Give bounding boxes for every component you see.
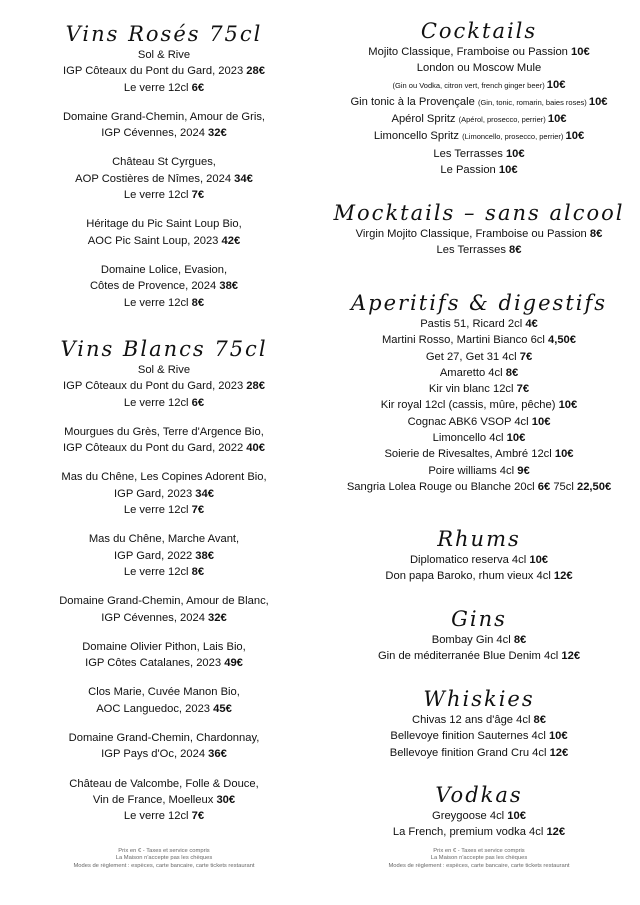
menu-line <box>0 502 328 518</box>
item-text: Limoncello 4cl <box>432 432 507 445</box>
menu-line <box>318 365 640 381</box>
wine-entry <box>0 154 328 203</box>
item-price: 10€ <box>588 95 608 108</box>
item-price: 12€ <box>561 650 581 663</box>
aperitifs-title: Aperitifs & digestifs <box>350 291 608 315</box>
menu-line <box>0 63 328 79</box>
item-text: Mas du Chêne, Les Copines Adorent Bio, <box>61 471 267 484</box>
item-text: Les Terrasses <box>436 244 510 257</box>
wine-entry <box>0 730 328 763</box>
item-text: London ou Moscow Mule <box>416 62 542 75</box>
item-price: 49€ <box>224 657 243 670</box>
roses-list <box>0 47 328 311</box>
vodkas-list <box>318 808 640 841</box>
item-price: 10€ <box>558 399 578 412</box>
item-price: 8€ <box>191 296 205 309</box>
item-text: IGP Côteaux du Pont du Gard, 2023 <box>63 380 247 393</box>
item-text: Côtes de Provence, 2024 <box>89 280 220 293</box>
item-price: 30€ <box>216 793 236 806</box>
footer-line: La Maison n'accepte pas les chèques <box>430 855 528 862</box>
menu-line <box>0 295 328 311</box>
menu-line <box>0 80 328 96</box>
whiskies-section <box>318 686 640 761</box>
item-price: 22,50€ <box>576 480 612 493</box>
menu-line <box>318 824 640 840</box>
item-text: Domaine Grand-Chemin, Amour de Gris, <box>62 110 266 123</box>
item-text: Limoncello Spritz <box>373 130 463 143</box>
menu-line <box>0 216 328 232</box>
item-price: 12€ <box>546 826 566 839</box>
item-price: 12€ <box>549 746 569 759</box>
item-price: 10€ <box>565 130 585 143</box>
footer-line: Modes de règlement : espèces, carte bancaire, carte tickets restaurant <box>73 862 255 869</box>
item-text: AOP Costières de Nîmes, 2024 <box>75 172 235 185</box>
item-text: La French, premium vodka 4cl <box>392 826 547 839</box>
menu-line <box>0 47 328 63</box>
item-text: Domaine Grand-Chemin, Chardonnay, <box>68 732 260 745</box>
item-text: Sol & Rive <box>137 364 191 376</box>
item-price: 36€ <box>208 748 227 761</box>
aperitifs-section <box>318 290 640 495</box>
rhums-section <box>318 526 640 585</box>
menu-line <box>0 792 328 808</box>
item-text: Don papa Baroko, rhum vieux 4cl <box>385 570 554 583</box>
menu-line <box>318 128 640 145</box>
menu-line <box>0 486 328 502</box>
item-text: Domaine Grand-Chemin, Amour de Blanc, <box>59 595 269 608</box>
footer-line: La Maison n'accepte pas les chèques <box>115 855 213 862</box>
wine-entry <box>0 362 328 411</box>
menu-line <box>0 655 328 671</box>
item-price: 6€ <box>537 480 551 493</box>
item-text: 75cl <box>550 480 577 493</box>
roses-section <box>0 21 328 311</box>
menu-line <box>0 610 328 626</box>
menu-line <box>318 745 640 761</box>
item-text: Poire williams 4cl <box>428 464 518 477</box>
footer-line: Prix en € - Taxes et service compris <box>118 848 210 854</box>
vodkas-section <box>318 782 640 841</box>
item-price: 8€ <box>509 244 522 257</box>
item-text: Amaretto 4cl <box>439 366 506 379</box>
menu-line <box>0 776 328 792</box>
item-text: Les Terrasses <box>433 147 506 160</box>
item-text: Mourgues du Grès, Terre d'Argence Bio, <box>64 425 264 438</box>
item-text: Château de Valcombe, Folle & Douce, <box>69 777 259 790</box>
item-text: Diplomatico reserva 4cl <box>409 554 530 566</box>
menu-line <box>318 162 640 178</box>
item-text: Domaine Lolice, Evasion, <box>100 263 228 276</box>
item-price: 8€ <box>513 634 527 646</box>
menu-line <box>0 639 328 655</box>
blancs-section <box>0 336 328 825</box>
wine-entry <box>0 684 328 717</box>
menu-line <box>0 395 328 411</box>
menu-line <box>318 226 640 242</box>
menu-line <box>318 349 640 365</box>
menu-line <box>318 77 640 94</box>
item-text: Virgin Mojito Classique, Framboise ou Passion <box>355 228 590 240</box>
item-text: IGP Gard, 2022 <box>114 549 196 562</box>
menu-line <box>0 233 328 249</box>
item-price: 32€ <box>208 611 227 624</box>
vodkas-title: Vodkas <box>435 783 523 807</box>
item-price: 42€ <box>221 234 241 247</box>
mocktails-title: Mocktails – sans alcool <box>333 201 625 225</box>
item-price: 4€ <box>525 318 538 330</box>
wine-entry <box>0 531 328 580</box>
item-text: Domaine Olivier Pithon, Lais Bio, <box>82 640 246 653</box>
left-footer <box>0 848 328 870</box>
item-text: IGP Côteaux du Pont du Gard, 2022 <box>63 442 247 455</box>
item-price: 8€ <box>589 228 603 240</box>
wine-entry <box>0 593 328 626</box>
wine-entry <box>0 424 328 457</box>
item-text: Pastis 51, Ricard 2cl <box>420 318 526 330</box>
item-text: Héritage du Pic Saint Loup Bio, <box>86 218 242 231</box>
item-price: 7€ <box>191 189 205 202</box>
wine-entry <box>0 469 328 518</box>
item-text: Le verre 12cl <box>123 189 192 202</box>
item-price: 34€ <box>234 172 253 185</box>
menu-line <box>0 378 328 394</box>
item-text: Get 27, Get 31 4cl <box>425 350 520 363</box>
item-text: Kir vin blanc 12cl <box>428 383 517 396</box>
item-detail: (Apérol, prosecco, perrier) <box>458 115 548 125</box>
item-text: Gin tonic à la Provençale <box>350 95 478 108</box>
item-price: 10€ <box>554 448 574 461</box>
menu-line <box>0 171 328 187</box>
item-text: AOC Pic Saint Loup, 2023 <box>87 234 222 247</box>
item-price: 10€ <box>548 730 568 743</box>
item-text: Martini Rosso, Martini Bianco 6cl <box>381 334 548 347</box>
menu-line <box>0 109 328 125</box>
menu-line <box>0 730 328 746</box>
item-text: Gin de méditerranée Blue Denim 4cl <box>377 650 562 663</box>
menu-line <box>318 332 640 348</box>
wine-entry <box>0 262 328 311</box>
item-text: Greygoose 4cl <box>432 810 508 822</box>
mocktails-section <box>318 200 640 259</box>
item-price: 10€ <box>529 554 549 566</box>
menu-line <box>0 684 328 700</box>
menu-line <box>318 430 640 446</box>
item-text: Bombay Gin 4cl <box>431 634 514 646</box>
item-price: 28€ <box>246 380 265 393</box>
menu-line <box>0 187 328 203</box>
item-text: IGP Pays d'Oc, 2024 <box>101 748 209 761</box>
item-text: Mojito Classique, Framboise ou Passion <box>368 46 572 58</box>
item-text: Le verre 12cl <box>123 81 192 94</box>
blancs-title: Vins Blancs 75cl <box>60 337 268 361</box>
footer-line: Modes de règlement : espèces, carte bancaire, carte tickets restaurant <box>388 862 570 869</box>
cocktails-section <box>318 18 640 178</box>
wine-entry <box>0 216 328 249</box>
item-text: Apérol Spritz <box>391 113 459 126</box>
item-text: Le verre 12cl <box>123 810 192 823</box>
item-price: 9€ <box>517 464 530 477</box>
menu-line <box>318 552 640 568</box>
item-text: Clos Marie, Cuvée Manon Bio, <box>88 686 240 699</box>
item-text: Le verre 12cl <box>123 396 192 409</box>
menu-line <box>318 479 640 495</box>
menu-line <box>0 531 328 547</box>
cocktails-list <box>318 44 640 178</box>
wine-entry <box>0 776 328 825</box>
item-price: 38€ <box>219 280 239 293</box>
menu-line <box>0 701 328 717</box>
item-text: Bellevoye finition Sauternes 4cl <box>390 730 549 743</box>
right-footer <box>318 848 640 870</box>
item-detail: (Limoncello, prosecco, perrier) <box>462 132 566 142</box>
item-price: 8€ <box>533 714 546 726</box>
item-price: 7€ <box>191 504 205 517</box>
item-price: 40€ <box>246 442 265 455</box>
item-text: Sangria Lolea Rouge ou Blanche 20cl <box>346 480 538 493</box>
item-text: Bellevoye finition Grand Cru 4cl <box>389 746 550 759</box>
menu-line <box>318 60 640 76</box>
cocktails-title: Cocktails <box>420 19 538 43</box>
item-text: Chivas 12 ans d'âge 4cl <box>412 714 534 726</box>
menu-line <box>318 568 640 584</box>
aperitifs-list <box>318 316 640 495</box>
item-detail: (Gin ou Vodka, citron vert, french ginger beer) <box>392 80 547 90</box>
menu-line <box>318 808 640 824</box>
item-text: IGP Cévennes, 2024 <box>101 611 209 624</box>
menu-line <box>318 414 640 430</box>
item-price: 34€ <box>195 487 214 500</box>
menu-line <box>318 632 640 648</box>
item-text: Le verre 12cl <box>123 296 192 309</box>
item-price: 6€ <box>191 396 205 409</box>
whiskies-title: Whiskies <box>423 687 535 711</box>
item-detail: (Gin, tonic, romarin, baies roses) <box>477 97 589 107</box>
menu-line <box>0 154 328 170</box>
item-price: 10€ <box>505 147 525 160</box>
item-text: IGP Cévennes, 2024 <box>101 127 209 140</box>
menu-line <box>318 446 640 462</box>
item-price: 12€ <box>553 570 573 583</box>
menu-line <box>0 548 328 564</box>
menu-line <box>318 242 640 258</box>
item-text: Vin de France, Moelleux <box>92 793 217 806</box>
item-price: 10€ <box>571 46 590 58</box>
menu-line <box>0 746 328 762</box>
menu-line <box>0 362 328 378</box>
item-price: 10€ <box>531 415 551 428</box>
item-text: Le Passion <box>440 164 499 177</box>
item-price: 4,50€ <box>548 334 576 347</box>
item-price: 6€ <box>191 81 205 94</box>
menu-line <box>0 440 328 456</box>
item-text: AOC Languedoc, 2023 <box>96 702 214 715</box>
whiskies-list <box>318 712 640 761</box>
item-text: Le verre 12cl <box>123 565 192 578</box>
menu-line <box>318 712 640 728</box>
item-price: 10€ <box>506 432 526 445</box>
item-price: 45€ <box>213 702 232 715</box>
item-price: 10€ <box>547 113 567 126</box>
item-price: 28€ <box>246 65 265 78</box>
rhums-list <box>318 552 640 585</box>
item-price: 32€ <box>208 127 227 140</box>
menu-line <box>318 397 640 413</box>
wine-entry <box>0 109 328 142</box>
menu-line <box>318 648 640 664</box>
item-price: 7€ <box>191 810 205 823</box>
item-text: Mas du Chêne, Marche Avant, <box>88 533 240 546</box>
item-price: 10€ <box>546 78 566 91</box>
item-price: 8€ <box>505 366 519 379</box>
item-price: 10€ <box>498 164 518 177</box>
item-text: Château St Cyrgues, <box>112 156 216 169</box>
rhums-title: Rhums <box>437 527 521 551</box>
menu-line <box>318 146 640 162</box>
menu-line <box>0 262 328 278</box>
menu-line <box>0 593 328 609</box>
menu-line <box>318 111 640 128</box>
menu-line <box>318 316 640 332</box>
item-text: Sol & Rive <box>137 49 191 61</box>
item-text: IGP Côtes Catalanes, 2023 <box>85 657 225 670</box>
footer-line: Prix en € - Taxes et service compris <box>433 848 525 854</box>
menu-line <box>0 469 328 485</box>
gins-title: Gins <box>451 607 507 631</box>
item-text: Cognac ABK6 VSOP 4cl <box>407 415 532 428</box>
blancs-list <box>0 362 328 825</box>
menu-line <box>0 125 328 141</box>
item-price: 38€ <box>195 549 214 562</box>
gins-list <box>318 632 640 665</box>
item-price: 10€ <box>507 810 526 822</box>
roses-title: Vins Rosés 75cl <box>65 22 263 46</box>
wine-entry <box>0 639 328 672</box>
menu-line <box>318 44 640 60</box>
menu-line <box>0 424 328 440</box>
item-text: Le verre 12cl <box>123 504 192 517</box>
item-price: 7€ <box>519 350 533 363</box>
item-text: IGP Côteaux du Pont du Gard, 2023 <box>63 65 247 78</box>
menu-line <box>0 808 328 824</box>
item-price: 8€ <box>191 565 205 578</box>
gins-section <box>318 606 640 665</box>
item-price: 7€ <box>516 383 530 396</box>
menu-line <box>0 278 328 294</box>
menu-line <box>318 728 640 744</box>
item-text: Kir royal 12cl (cassis, mûre, pêche) <box>380 399 559 412</box>
item-text: Soierie de Rivesaltes, Ambré 12cl <box>384 448 555 461</box>
menu-line <box>0 564 328 580</box>
menu-line <box>318 463 640 479</box>
mocktails-list <box>318 226 640 259</box>
wine-entry <box>0 47 328 96</box>
item-text: IGP Gard, 2023 <box>114 487 196 500</box>
menu-line <box>318 381 640 397</box>
menu-line <box>318 94 640 111</box>
